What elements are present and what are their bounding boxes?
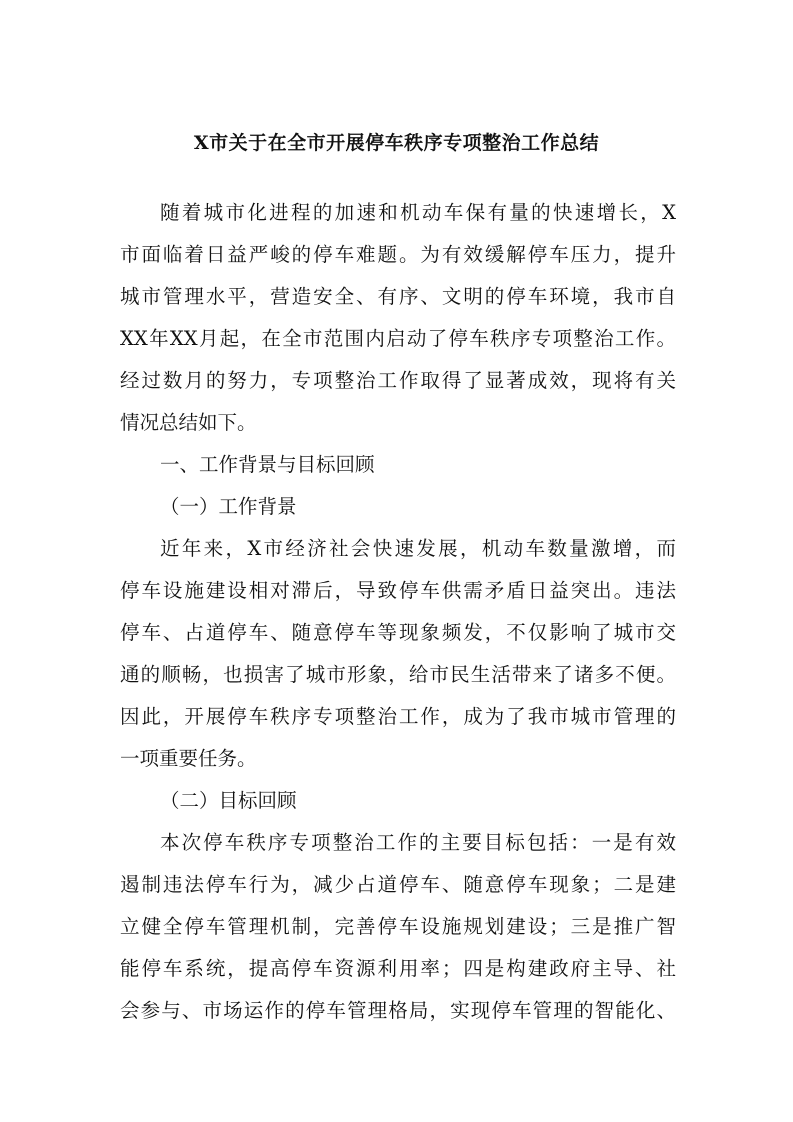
paragraph-line: XX年XX月起，在全市范围内启动了停车秩序专项整治工作。 <box>120 327 676 350</box>
document-title: X市关于在全市开展停车秩序专项整治工作总结 <box>193 132 600 154</box>
paragraph-line: 一项重要任务。 <box>120 747 257 770</box>
paragraph-line: 通的顺畅，也损害了城市形象，给市民生活带来了诸多不便。 <box>120 663 676 686</box>
paragraph-line: 会参与、市场运作的停车管理格局，实现停车管理的智能化、 <box>120 999 676 1022</box>
paragraph-line: 经过数月的努力，专项整治工作取得了显著成效，现将有关 <box>120 369 676 392</box>
paragraph-line: 遏制违法停车行为，减少占道停车、随意停车现象；二是建 <box>120 873 676 896</box>
paragraph-line: 市面临着日益严峻的停车难题。为有效缓解停车压力，提升 <box>120 243 676 266</box>
paragraph-line: 能停车系统，提高停车资源利用率；四是构建政府主导、社 <box>120 957 676 980</box>
paragraph-line: 城市管理水平，营造安全、有序、文明的停车环境，我市自 <box>120 285 676 308</box>
paragraph-line: 本次停车秩序专项整治工作的主要目标包括：一是有效 <box>160 831 676 854</box>
subsection-heading: （二）目标回顾 <box>160 789 297 812</box>
paragraph-line: 停车、占道停车、随意停车等现象频发，不仅影响了城市交 <box>120 621 676 644</box>
section-heading: 一、工作背景与目标回顾 <box>160 453 375 476</box>
paragraph-line: 停车设施建设相对滞后，导致停车供需矛盾日益突出。违法 <box>120 579 676 602</box>
subsection-heading: （一）工作背景 <box>160 495 297 518</box>
paragraph-line: 近年来，X市经济社会快速发展，机动车数量激增，而 <box>160 537 676 560</box>
paragraph-line: 情况总结如下。 <box>120 411 257 434</box>
paragraph-line: 因此，开展停车秩序专项整治工作，成为了我市城市管理的 <box>120 705 676 728</box>
paragraph-line: 随着城市化进程的加速和机动车保有量的快速增长，X <box>160 201 676 224</box>
paragraph-line: 立健全停车管理机制，完善停车设施规划建设；三是推广智 <box>120 915 676 938</box>
